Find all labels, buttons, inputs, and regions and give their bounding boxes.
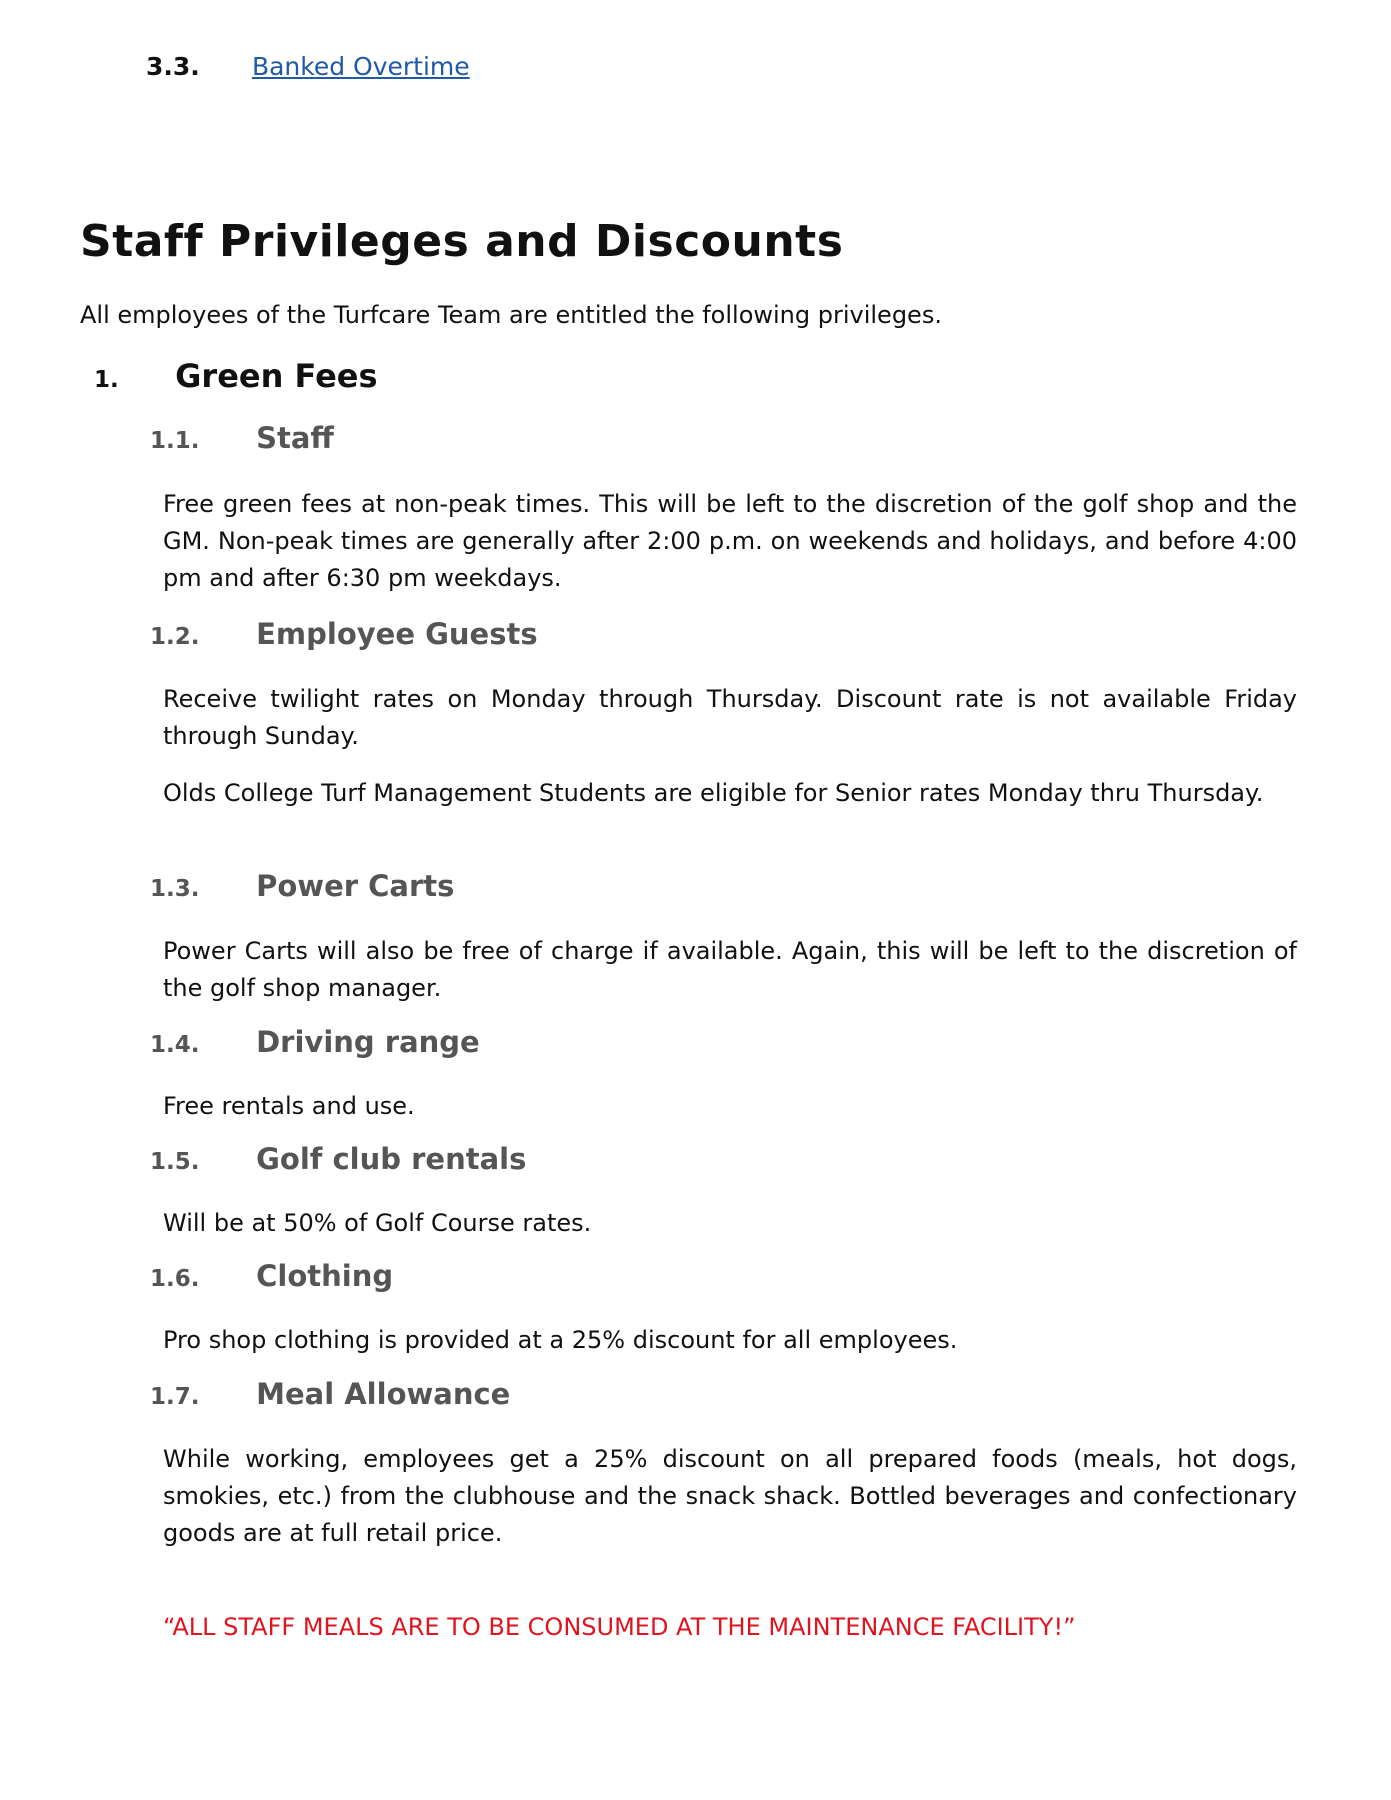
subsection-title: Employee Guests: [256, 617, 538, 651]
subsection-heading-driving-range: [150, 1025, 480, 1059]
subsection-title: Staff: [256, 421, 334, 455]
paragraph-driving-range: Free rentals and use.: [163, 1092, 415, 1120]
paragraph-meal-allowance: While working, employees get a 25% discount on all prepared foods (meals, hot dogs, smokies, etc.) from the clubhouse and the snack shack. Bottled beverages and confectionary goods are at full retail price.: [163, 1445, 1297, 1547]
subsection-title: Meal Allowance: [256, 1377, 511, 1411]
subsection-heading-golf-club-rentals: [150, 1142, 526, 1176]
paragraph-employee-guests-2: Olds College Turf Management Students are eligible for Senior rates Monday thru Thursday.: [163, 779, 1264, 807]
subsection-number: 1.2.: [150, 624, 200, 650]
subsection-number: 1.4.: [150, 1032, 200, 1058]
subsection-heading-staff: [150, 421, 334, 455]
subsection-title: Driving range: [256, 1025, 480, 1059]
toc-entry: [146, 52, 470, 81]
paragraph-staff: Free green fees at non-peak times. This will be left to the discretion of the golf shop and the GM. Non-peak times are generally after 2:00 p.m. on weekends and holidays, and before 4:00 pm and after 6:30 pm weekdays.: [163, 490, 1297, 592]
paragraph-power-carts: Power Carts will also be free of charge if available. Again, this will be left to the discretion of the golf shop manager.: [163, 937, 1297, 1002]
subsection-number: 1.5.: [150, 1149, 200, 1175]
section-title: Green Fees: [175, 357, 378, 395]
subsection-heading-power-carts: [150, 869, 454, 903]
paragraph-golf-club-rentals: Will be at 50% of Golf Course rates.: [163, 1209, 592, 1237]
subsection-number: 1.7.: [150, 1384, 200, 1410]
paragraph-employee-guests-1: Receive twilight rates on Monday through Thursday. Discount rate is not available Friday through Sunday.: [163, 685, 1297, 750]
toc-link-banked-overtime[interactable]: Banked Overtime: [251, 52, 470, 81]
subsection-heading-employee-guests: [150, 617, 538, 651]
intro-text: All employees of the Turfcare Team are entitled the following privileges.: [80, 301, 942, 329]
subsection-title: Clothing: [256, 1259, 394, 1293]
subsection-heading-clothing: [150, 1259, 393, 1293]
section-heading: [94, 357, 378, 395]
subsection-number: 1.6.: [150, 1266, 200, 1292]
page-title: Staff Privileges and Discounts: [80, 216, 844, 267]
staff-meals-notice: “ALL STAFF MEALS ARE TO BE CONSUMED AT THE MAINTENANCE FACILITY!”: [163, 1613, 1076, 1641]
subsection-title: Power Carts: [256, 869, 455, 903]
subsection-heading-meal-allowance: [150, 1377, 510, 1411]
section-number: 1.: [94, 367, 119, 393]
toc-number: 3.3.: [146, 52, 200, 81]
subsection-number: 1.3.: [150, 876, 200, 902]
subsection-title: Golf club rentals: [256, 1142, 527, 1176]
paragraph-clothing: Pro shop clothing is provided at a 25% discount for all employees.: [163, 1326, 958, 1354]
subsection-number: 1.1.: [150, 428, 200, 454]
